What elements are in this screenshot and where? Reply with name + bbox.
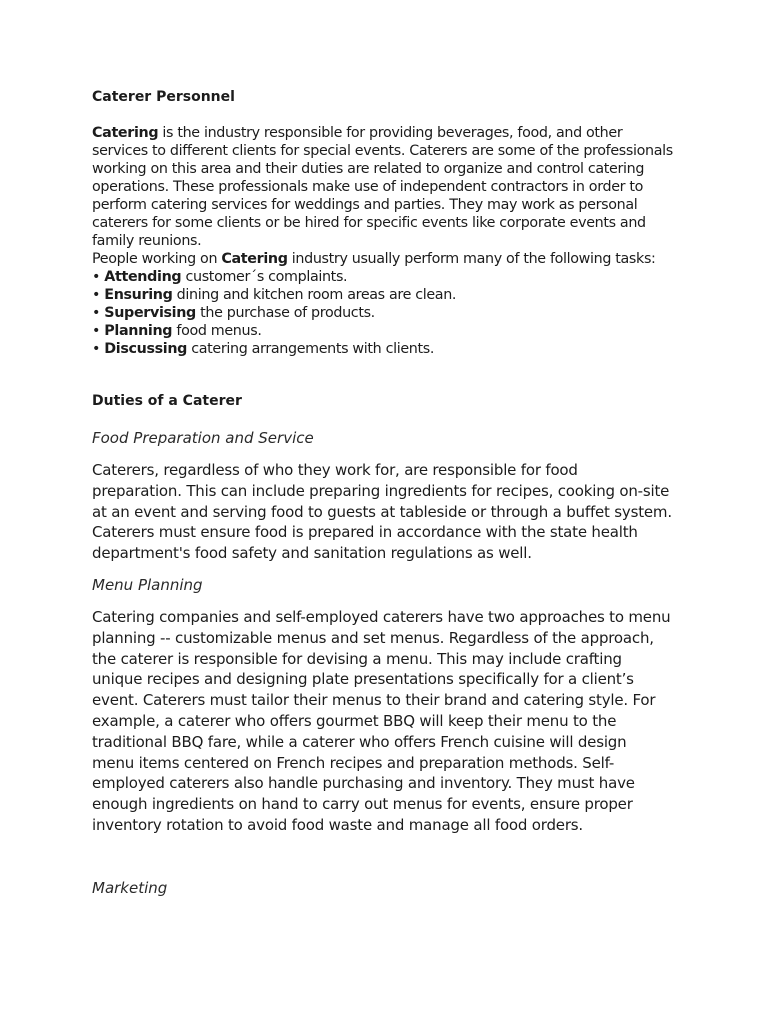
task-verb: Discussing	[104, 341, 188, 357]
tasks-intro-suffix: industry usually perform many of the following tasks:	[287, 251, 656, 267]
tasks-intro-term: Catering	[221, 251, 288, 267]
bullet-marker: •	[92, 305, 105, 321]
task-text: customer´s complaints.	[181, 269, 348, 285]
task-verb: Ensuring	[104, 287, 173, 303]
tasks-intro-prefix: People working on	[92, 251, 222, 267]
section-heading-food-preparation: Food Preparation and Service	[92, 429, 314, 447]
duties-heading: Duties of a Caterer	[92, 393, 242, 409]
bullet-marker: •	[92, 287, 105, 303]
task-text: the purchase of products.	[195, 305, 375, 321]
bullet-marker: •	[92, 269, 105, 285]
tasks-intro	[92, 250, 682, 268]
task-item	[92, 268, 682, 286]
intro-section	[92, 124, 682, 358]
task-item	[92, 286, 682, 304]
bullet-marker: •	[92, 341, 105, 357]
document-title: Caterer Personnel	[92, 89, 235, 105]
task-verb: Planning	[104, 323, 173, 339]
task-item	[92, 322, 682, 340]
bullet-marker: •	[92, 323, 105, 339]
intro-term: Catering	[92, 125, 159, 141]
task-verb: Attending	[104, 269, 182, 285]
section-heading-menu-planning: Menu Planning	[92, 576, 203, 594]
section-heading-marketing: Marketing	[92, 879, 168, 897]
task-item	[92, 340, 682, 358]
task-text: catering arrangements with clients.	[187, 341, 435, 357]
section-text-food-preparation: Caterers, regardless of who they work for, are responsible for food preparation. This can include preparing ingredients for recipes, cooking on-site at an event and serving food to guests at tableside or through a buffet system. Caterers must ensure food is prepared in accordance with the state health department's food safety and sanitation regulations as well.	[92, 461, 672, 563]
task-text: food menus.	[172, 323, 262, 339]
task-item	[92, 304, 682, 322]
task-text: dining and kitchen room areas are clean.	[172, 287, 457, 303]
task-verb: Supervising	[104, 305, 196, 321]
intro-paragraph-text: is the industry responsible for providing beverages, food, and other services to different clients for special events. Caterers are some of the professionals working on this area and their duties are related to organize and control catering operations. These professionals make use of independent contractors in order to perform catering services for weddings and parties. They may work as personal caterers for some clients or be hired for specific events like corporate events and family reunions.	[92, 125, 673, 249]
intro-paragraph	[92, 124, 682, 250]
section-text-menu-planning: Catering companies and self-employed caterers have two approaches to menu planning -- customizable menus and set menus. Regardless of the approach, the caterer is responsible for devising a menu. This may include crafting unique recipes and designing plate presentations specifically for a client’s event. Caterers must tailor their menus to their brand and catering style. For example, a caterer who offers gourmet BBQ will keep their menu to the traditional BBQ fare, while a caterer who offers French cuisine will design menu items centered on French recipes and preparation methods. Self-employed caterers also handle purchasing and inventory. They must have enough ingredients on hand to carry out menus for events, ensure proper inventory rotation to avoid food waste and manage all food orders.	[92, 608, 671, 834]
tasks-list	[92, 268, 682, 358]
